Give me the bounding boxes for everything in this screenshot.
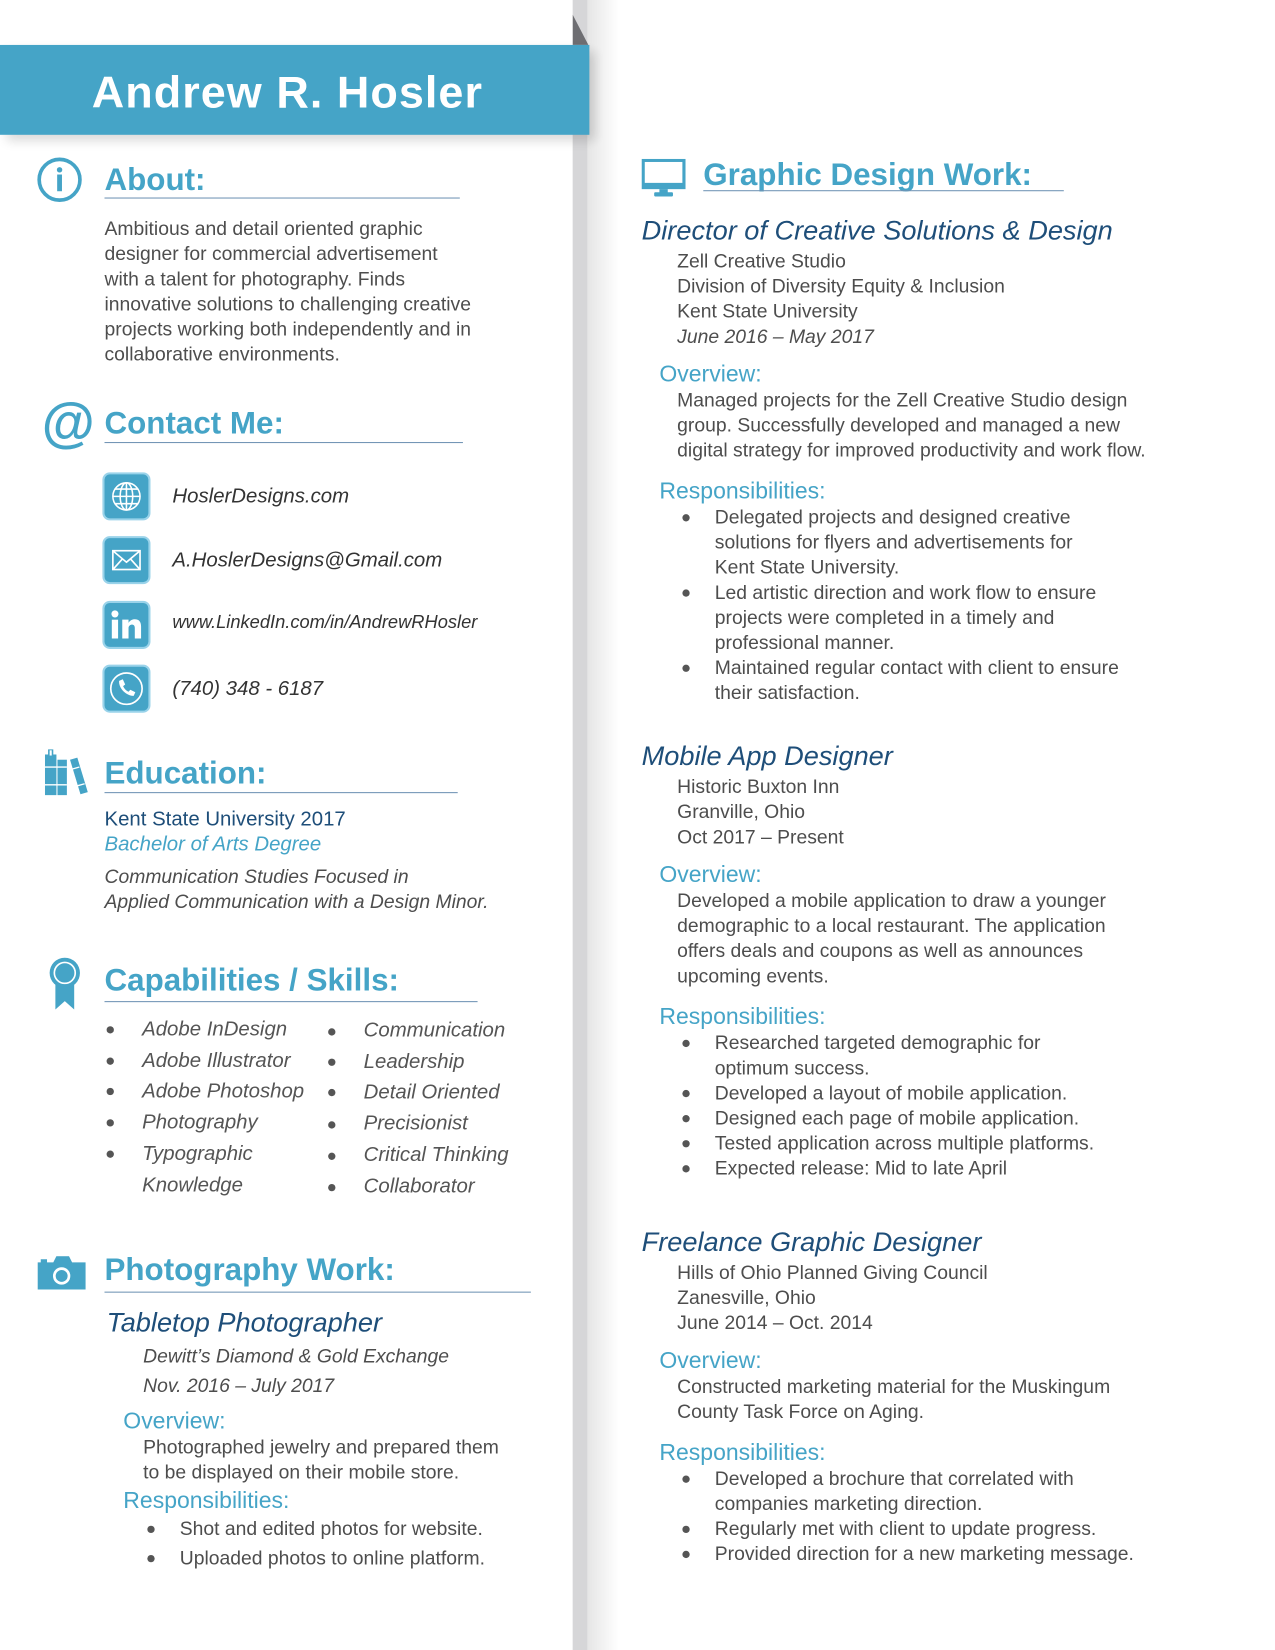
education-detail-line: Communication Studies Focused in [104, 865, 409, 888]
job-dates: Nov. 2016 – July 2017 [143, 1374, 335, 1397]
about-line: Ambitious and detail oriented graphic [104, 217, 423, 240]
list-item-line: solutions for flyers and advertisements for [714, 530, 1073, 553]
bullet [107, 1151, 114, 1158]
responsibilities-label: Responsibilities: [123, 1487, 290, 1514]
list-item-line: Provided direction for a new marketing message. [714, 1542, 1134, 1565]
list-item-line: Maintained regular contact with client to ensure [714, 656, 1119, 679]
education-detail-line: Applied Communication with a Design Minor. [104, 890, 489, 913]
responsibilities-label: Responsibilities: [659, 1003, 826, 1030]
list-item-line: Researched targeted demographic for [714, 1031, 1041, 1054]
about-line: collaborative environments. [104, 342, 340, 365]
job-entry [642, 1225, 1227, 1567]
overview-label: Overview: [659, 1347, 762, 1374]
job-title: Director of Creative Solutions & Design [641, 214, 1113, 246]
monitor-icon [642, 159, 688, 198]
job-detail-line: Division of Diversity Equity & Inclusion [677, 274, 1005, 297]
list-item [682, 1466, 1226, 1516]
overview-text [677, 388, 1227, 463]
envelope-icon [104, 538, 148, 582]
education-degree: Bachelor of Arts Degree [104, 832, 322, 856]
skill-item: Precisionist [363, 1111, 468, 1135]
overview-line: Developed a mobile application to draw a younger [677, 889, 1106, 912]
job-details [677, 1260, 1227, 1335]
overview-text [143, 1435, 499, 1485]
job-detail-line: Zanesville, Ohio [677, 1286, 816, 1309]
job-details [677, 774, 1227, 849]
phone-number[interactable]: (740) 348 - 6187 [172, 677, 324, 701]
about-line: designer for commercial advertisement [104, 242, 438, 265]
design-heading: Graphic Design Work: [703, 157, 1032, 193]
page-edge-shadow [587, 0, 618, 1650]
info-icon [37, 157, 83, 203]
job-entry [642, 739, 1227, 1181]
about-heading: About: [104, 163, 206, 198]
books-icon [45, 749, 89, 795]
linkedin-link[interactable]: www.LinkedIn.com/in/AndrewRHosler [172, 611, 478, 633]
bullet [682, 665, 689, 672]
skill-item: Detail Oriented [363, 1080, 500, 1104]
job-entry [642, 213, 1227, 705]
overview-line: Photographed jewelry and prepared them [143, 1435, 499, 1458]
list-item-line: companies marketing direction. [714, 1492, 983, 1515]
list-item [682, 580, 1226, 655]
job-dates: June 2016 – May 2017 [677, 324, 874, 347]
list-item-text: Uploaded photos to online platform. [179, 1546, 485, 1569]
list-item-line: Tested application across multiple platforms. [714, 1131, 1095, 1154]
education-details [104, 864, 488, 914]
list-item [682, 655, 1226, 705]
about-text [104, 216, 471, 366]
skill-item: Typographic [142, 1142, 253, 1166]
skill-item: Adobe Illustrator [142, 1049, 291, 1073]
bullet [107, 1026, 114, 1033]
bullet [682, 1115, 689, 1122]
list-item [682, 1156, 1226, 1181]
overview-text [677, 888, 1227, 988]
camera-icon [38, 1256, 86, 1289]
skill-item: Photography [142, 1110, 258, 1134]
bullet [682, 589, 689, 596]
job-detail-line: Hills of Ohio Planned Giving Council [677, 1261, 988, 1284]
skill-item: Leadership [363, 1050, 465, 1074]
list-item [682, 1081, 1226, 1106]
contact-divider [104, 442, 462, 443]
contact-heading: Contact Me: [104, 406, 284, 441]
list-item [682, 1106, 1226, 1131]
overview-line: offers deals and coupons as well as announces [677, 939, 1084, 962]
candidate-name: Andrew R. Hosler [91, 67, 484, 119]
overview-label: Overview: [659, 861, 762, 888]
education-heading: Education: [104, 756, 267, 792]
job-details [677, 249, 1227, 349]
job-detail-line: Historic Buxton Inn [677, 775, 840, 798]
responsibilities-label: Responsibilities: [659, 1438, 826, 1466]
list-item-line: Delegated projects and designed creative [714, 505, 1071, 528]
bullet [328, 1184, 335, 1191]
overview-line: County Task Force on Aging. [677, 1400, 924, 1423]
responsibilities-list [682, 505, 1226, 706]
at-sign-icon: @ [41, 392, 95, 454]
overview-line: digital strategy for improved productivity and work flow. [677, 438, 1146, 461]
list-item [147, 1514, 485, 1543]
list-item-line: Designed each page of mobile application. [714, 1106, 1080, 1129]
bullet [107, 1119, 114, 1126]
bullet [147, 1526, 154, 1533]
job-title: Freelance Graphic Designer [641, 1225, 982, 1258]
bullet [682, 1526, 689, 1533]
bullet [328, 1028, 335, 1035]
bullet [107, 1058, 114, 1065]
job-detail-line: Kent State University [677, 299, 858, 322]
email-link[interactable]: A.HoslerDesigns@Gmail.com [172, 548, 443, 572]
bullet [107, 1088, 114, 1095]
about-line: with a talent for photography. Finds [104, 267, 406, 290]
list-item [682, 1516, 1226, 1541]
phone-icon [104, 667, 148, 711]
list-item-line: Developed a layout of mobile application. [714, 1081, 1068, 1104]
skill-item-continued: Knowledge [142, 1173, 243, 1197]
list-item-text: Shot and edited photos for website. [179, 1517, 483, 1540]
job-title: Tabletop Photographer [106, 1306, 383, 1338]
list-item-line: optimum success. [714, 1056, 870, 1079]
website-link[interactable]: HoslerDesigns.com [172, 484, 350, 508]
skill-item: Communication [363, 1018, 506, 1042]
overview-label: Overview: [659, 360, 762, 387]
list-item-line: Developed a brochure that correlated with [714, 1467, 1074, 1490]
job-details [143, 1342, 449, 1401]
skills-divider [104, 1001, 477, 1002]
responsibilities-list [682, 1466, 1226, 1566]
overview-text [677, 1374, 1227, 1424]
overview-line: demographic to a local restaurant. The application [677, 914, 1106, 937]
bullet [147, 1555, 154, 1562]
bullet [682, 1090, 689, 1097]
bullet [328, 1059, 335, 1066]
overview-line: to be displayed on their mobile store. [143, 1460, 460, 1483]
about-divider [104, 198, 459, 199]
overview-line: Constructed marketing material for the Muskingum [677, 1375, 1111, 1398]
fold-corner-icon [573, 15, 590, 46]
education-divider [104, 792, 457, 793]
overview-label: Overview: [123, 1407, 226, 1434]
overview-line: Managed projects for the Zell Creative Studio design [677, 388, 1128, 411]
about-line: projects working both independently and in [104, 317, 472, 340]
list-item-line: professional manner. [714, 631, 895, 654]
linkedin-icon [104, 603, 148, 647]
list-item [682, 1131, 1226, 1156]
job-detail-line: Zell Creative Studio [677, 249, 846, 272]
photography-heading: Photography Work: [104, 1252, 395, 1288]
bullet [682, 1165, 689, 1172]
bullet [682, 1476, 689, 1483]
job-dates: Oct 2017 – Present [677, 825, 844, 848]
list-item-line: Kent State University. [714, 555, 900, 578]
page-edge-strip [573, 0, 588, 1650]
list-item [682, 505, 1226, 580]
skill-item: Adobe Photoshop [142, 1079, 305, 1103]
bullet [682, 1551, 689, 1558]
responsibilities-list [147, 1514, 485, 1573]
job-title: Mobile App Designer [641, 739, 893, 772]
bullet [682, 1140, 689, 1147]
list-item-line: projects were completed in a timely and [714, 606, 1055, 629]
skill-item: Critical Thinking [363, 1143, 509, 1167]
bullet [328, 1089, 335, 1096]
bullet [682, 514, 689, 521]
skill-item: Adobe InDesign [142, 1017, 288, 1041]
overview-line: group. Successfully developed and managed a new [677, 413, 1120, 436]
responsibilities-list [682, 1030, 1226, 1180]
list-item-line: Regularly met with client to update progress. [714, 1517, 1097, 1540]
list-item [682, 1541, 1226, 1566]
skills-heading: Capabilities / Skills: [104, 963, 399, 998]
job-dates: June 2014 – Oct. 2014 [677, 1311, 873, 1334]
job-company: Dewitt’s Diamond & Gold Exchange [143, 1344, 450, 1367]
list-item-line: Expected release: Mid to late April [714, 1156, 1008, 1179]
globe-icon [104, 474, 148, 518]
bullet [328, 1153, 335, 1160]
list-item-line: their satisfaction. [714, 681, 860, 704]
responsibilities-label: Responsibilities: [659, 477, 826, 504]
list-item [682, 1030, 1226, 1080]
design-divider [703, 190, 1064, 191]
education-school: Kent State University 2017 [104, 807, 346, 831]
job-detail-line: Granville, Ohio [677, 800, 806, 823]
bullet [328, 1121, 335, 1128]
photography-divider [104, 1292, 530, 1293]
list-item-line: Led artistic direction and work flow to ensure [714, 581, 1097, 603]
about-line: innovative solutions to challenging creative [104, 292, 471, 315]
bullet [682, 1040, 689, 1047]
skill-item: Collaborator [363, 1174, 475, 1198]
overview-line: upcoming events. [677, 964, 829, 987]
award-ribbon-icon [49, 957, 82, 1011]
list-item [147, 1543, 485, 1572]
